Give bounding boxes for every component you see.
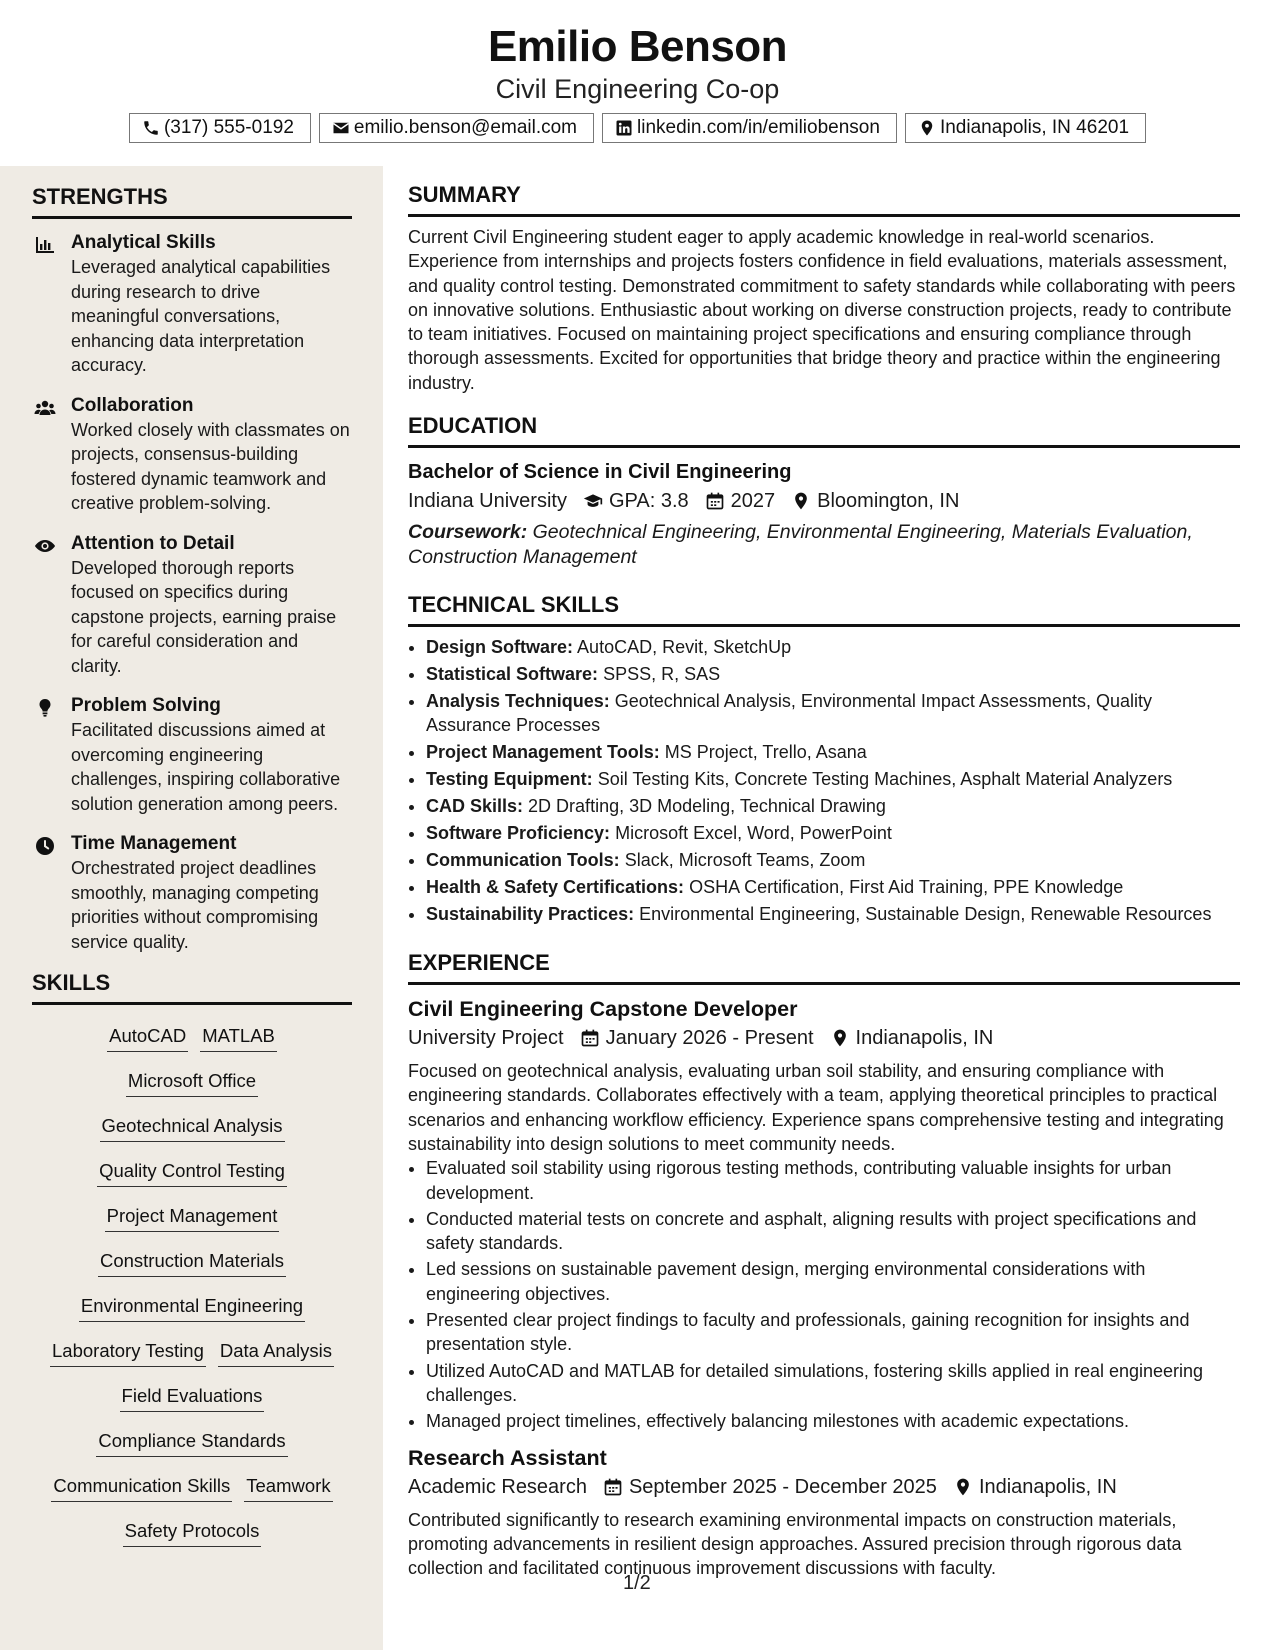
list-item: • Managed project timelines, effectively balancing milestones with academic expectations. [426, 1409, 1240, 1433]
location-text: Indianapolis, IN 46201 [939, 117, 1130, 138]
skill-chip: Compliance Standards [96, 1428, 287, 1457]
gpa-text: GPA: 3.8 [608, 490, 689, 513]
skill-chip: Data Analysis [218, 1338, 334, 1367]
skill-value: Slack, Microsoft Teams, Zoom [624, 850, 866, 871]
skill-chip: Construction Materials [98, 1248, 286, 1277]
job-title: Research Assistant [408, 1445, 607, 1470]
skill-label: Design Software: [426, 637, 574, 658]
strength-item [32, 832, 352, 954]
skill-chip: Environmental Engineering [79, 1293, 305, 1322]
map-pin-icon [953, 1477, 973, 1497]
skills-cloud [32, 1015, 352, 1555]
phone-text: (317) 555-0192 [163, 117, 294, 138]
skill-chip: Field Evaluations [120, 1383, 265, 1412]
list-item [426, 794, 1240, 818]
skill-chip: AutoCAD [107, 1023, 188, 1052]
calendar-icon [705, 491, 725, 511]
education-meta [408, 486, 1240, 516]
strength-desc: Leveraged analytical capabilities during research to drive meaningful conversations, enhancing data interpretation accuracy. [71, 257, 331, 375]
eye-icon [34, 536, 56, 556]
list-item [426, 875, 1240, 899]
technical-skills-heading: TECHNICAL SKILLS [408, 592, 1240, 627]
candidate-name: Emilio Benson [487, 22, 788, 71]
strengths-heading: STRENGTHS [32, 184, 352, 219]
users-icon [34, 398, 56, 418]
list-item: • Led sessions on sustainable pavement design, merging environmental considerations with engineering objectives. [426, 1257, 1240, 1306]
strength-title: Time Management [71, 833, 237, 854]
skill-label: Software Proficiency: [426, 823, 611, 844]
skill-chip: Quality Control Testing [97, 1158, 287, 1187]
coursework [408, 520, 1240, 570]
clock-icon [34, 836, 56, 856]
skill-label: Project Management Tools: [426, 742, 660, 763]
strength-desc: Facilitated discussions aimed at overcoming engineering challenges, inspiring collaborative solution generation among peers. [71, 720, 341, 814]
strength-desc: Worked closely with classmates on projects, consensus-building fostered dynamic teamwork and creative problem-solving. [71, 419, 350, 513]
lightbulb-icon [34, 698, 56, 718]
calendar-icon [603, 1477, 623, 1497]
job-location: Indianapolis, IN [978, 1475, 1117, 1498]
job-entry [408, 1444, 1240, 1581]
list-item: • Evaluated soil stability using rigorous testing methods, contributing valuable insights for urban development. [426, 1156, 1240, 1205]
graduation-cap-icon [583, 491, 603, 511]
skill-value: OSHA Certification, First Aid Training, PPE Knowledge [689, 877, 1124, 898]
list-item [426, 902, 1240, 926]
strength-desc: Orchestrated project deadlines smoothly, managing competing priorities without compromising service quality. [71, 858, 319, 952]
phone-icon [142, 119, 160, 137]
list-item [426, 821, 1240, 845]
map-pin-icon [830, 1028, 850, 1048]
skill-value: Soil Testing Kits, Concrete Testing Machines, Asphalt Material Analyzers [597, 769, 1173, 790]
job-dates: September 2025 - December 2025 [628, 1475, 937, 1498]
job-org: Academic Research [408, 1475, 587, 1498]
job-entry [408, 995, 1240, 1433]
contact-location [905, 113, 1146, 143]
contact-bar [0, 113, 1275, 143]
list-item [426, 635, 1240, 659]
skill-chip: Safety Protocols [123, 1518, 262, 1547]
job-location: Indianapolis, IN [855, 1027, 994, 1050]
resume-header [0, 0, 1275, 166]
list-item: • Utilized AutoCAD and MATLAB for detailed simulations, fostering skills applied in real engineering challenges. [426, 1359, 1240, 1408]
contact-phone[interactable] [129, 113, 311, 143]
linkedin-text: linkedin.com/in/emiliobenson [637, 117, 880, 138]
skill-label: Sustainability Practices: [426, 904, 635, 925]
candidate-title: Civil Engineering Co-op [495, 74, 780, 104]
skill-label: Testing Equipment: [426, 769, 593, 790]
technical-skills-list [408, 635, 1240, 926]
strength-item [32, 231, 352, 378]
list-item [426, 848, 1240, 872]
strength-item [32, 394, 352, 516]
degree-title: Bachelor of Science in Civil Engineering [408, 461, 792, 484]
strength-title: Analytical Skills [71, 232, 216, 253]
skill-value: SPSS, R, SAS [603, 664, 721, 685]
skill-chip: Project Management [105, 1203, 280, 1232]
map-pin-icon [791, 491, 811, 511]
school-location: Bloomington, IN [817, 490, 960, 513]
skill-chip: Geotechnical Analysis [100, 1113, 285, 1142]
list-item [426, 767, 1240, 791]
skill-value: MS Project, Trello, Asana [664, 742, 867, 763]
skill-chip: MATLAB [200, 1023, 277, 1052]
strength-title: Collaboration [71, 394, 194, 416]
sidebar [0, 166, 383, 1650]
email-text: emilio.benson@email.com [353, 117, 578, 138]
education-heading: EDUCATION [408, 413, 1240, 448]
summary-text: Current Civil Engineering student eager to apply academic knowledge in real-world scenarios. Experience from internships and projects fosters confidence in field evaluations, materials assessment, and quality control testing. Demonstrated commitment to safety standards while collaborating with peers on innovative solutions. Enthusiastic about working on diverse construction projects, ready to contribute to team initiatives. Focused on maintaining project specifications and ensuring compliance through thorough assessments. Excited for opportunities that bridge theory and practice within the engineering industry. [408, 227, 1236, 393]
skill-label: Analysis Techniques: [426, 691, 610, 712]
job-dates: January 2026 - Present [605, 1027, 814, 1050]
skill-value: 2D Drafting, 3D Modeling, Technical Drawing [528, 796, 886, 817]
page-number: 1/2 [623, 1572, 651, 1594]
skills-heading: SKILLS [32, 970, 352, 1005]
skill-label: Communication Tools: [426, 850, 620, 871]
strength-desc: Developed thorough reports focused on specifics during capstone projects, earning praise for careful consideration and clarity. [71, 557, 337, 676]
bar-chart-icon [34, 235, 56, 255]
job-meta [408, 1472, 1240, 1502]
skill-value: Geotechnical Analysis, Environmental Impact Assessments, Quality Assurance Processes [426, 691, 1152, 736]
list-item [426, 689, 1240, 737]
skill-label: CAD Skills: [426, 796, 524, 817]
coursework-label: Coursework: [408, 521, 528, 544]
strength-title: Problem Solving [71, 695, 221, 716]
job-description: Contributed significantly to research examining environmental impacts on construction materials, promoting advancements in resilient design approaches. Assured precision through rigorous data collection and facilitated continuous improvement discussions with faculty. [408, 1509, 1182, 1579]
job-title: Civil Engineering Capstone Developer [408, 997, 798, 1022]
envelope-icon [332, 119, 350, 137]
list-item [426, 662, 1240, 686]
coursework-text: Geotechnical Engineering, Environmental Engineering, Materials Evaluation, Construction Management [408, 521, 1193, 569]
skill-chip: Communication Skills [51, 1473, 232, 1502]
skill-label: Health & Safety Certifications: [426, 877, 685, 898]
list-item: • Presented clear project findings to faculty and professionals, gaining recognition for insights and presentation style. [426, 1308, 1240, 1357]
job-description: Focused on geotechnical analysis, evaluating urban soil stability, and ensuring compliance with engineering standards. Collaborates effectively with a team, applying theoretical principles to practical scenarios and enhancing workflow efficiency. Experience spans comprehensive testing and integrating sustainability into design solutions to meet community needs. [408, 1061, 1224, 1154]
skill-label: Statistical Software: [426, 664, 599, 685]
strength-title: Attention to Detail [71, 532, 235, 554]
summary-heading: SUMMARY [408, 182, 1240, 217]
skill-value: Microsoft Excel, Word, PowerPoint [615, 823, 892, 844]
calendar-icon [580, 1028, 600, 1048]
job-meta [408, 1023, 1240, 1053]
skill-chip: Microsoft Office [126, 1068, 258, 1097]
job-org: University Project [408, 1027, 564, 1050]
school-name: Indiana University [408, 490, 567, 513]
skill-chip: Teamwork [244, 1473, 332, 1502]
list-item [426, 740, 1240, 764]
linkedin-icon [615, 119, 633, 137]
experience-heading: EXPERIENCE [408, 950, 1240, 985]
job-bullets [408, 1156, 1240, 1433]
skill-value: Environmental Engineering, Sustainable Design, Renewable Resources [639, 904, 1212, 925]
contact-linkedin[interactable] [602, 113, 897, 143]
strength-item [32, 694, 352, 816]
skill-value: AutoCAD, Revit, SketchUp [577, 637, 792, 658]
grad-year: 2027 [730, 490, 776, 513]
strength-item [32, 532, 352, 679]
list-item: • Conducted material tests on concrete and asphalt, aligning results with project specifications and safety standards. [426, 1207, 1240, 1256]
main-column [408, 182, 1240, 1580]
skill-chip: Laboratory Testing [50, 1338, 206, 1367]
contact-email[interactable] [319, 113, 594, 143]
map-pin-icon [918, 119, 936, 137]
